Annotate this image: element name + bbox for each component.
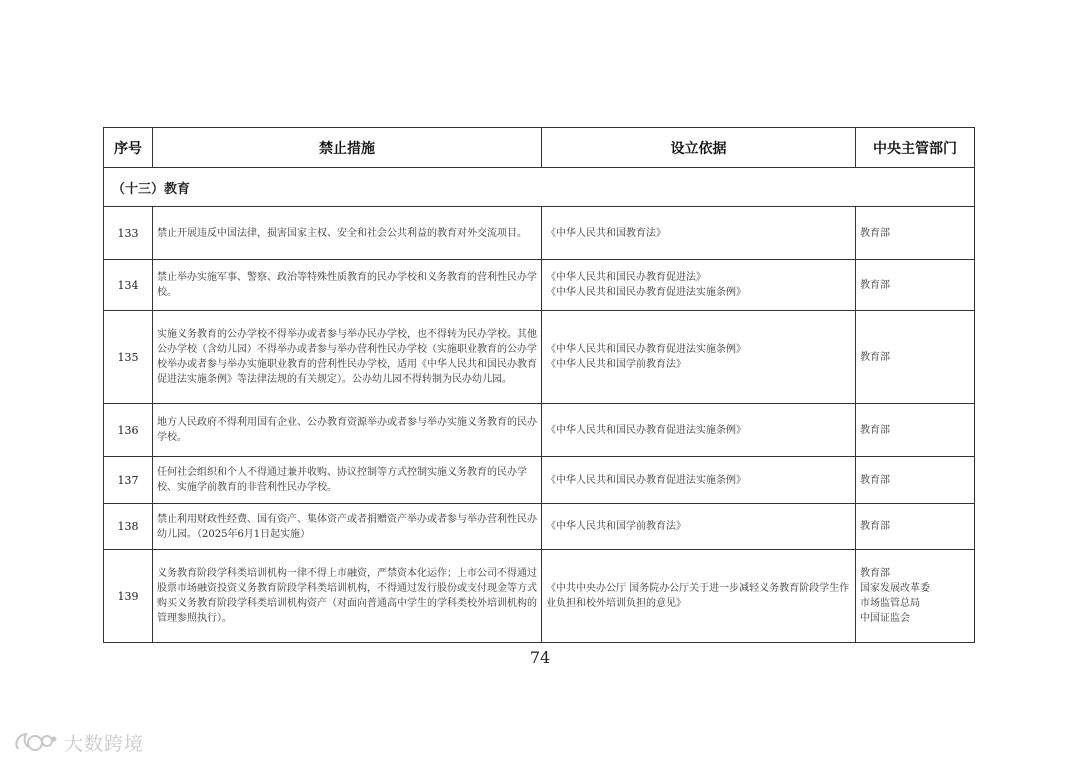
row-measure: 任何社会组织和个人不得通过兼并收购、协议控制等方式控制实施义务教育的民办学校、实施学前教育的非营利性民办学校。	[153, 457, 542, 504]
row-measure: 实施义务教育的公办学校不得举办或者参与举办民办学校，也不得转为民办学校。其他公办学校（含幼儿园）不得举办或者参与举办营利性民办学校（实施职业教育的公办学校举办或者参与举办实施职业教育的营利性民办学校，适用《中华人民共和国民办教育促进法实施条例》等法律法规的有关规定）。公办幼儿园不得转制为民办幼儿园。	[153, 311, 542, 404]
row-measure: 地方人民政府不得利用国有企业、公办教育资源举办或者参与举办实施义务教育的民办学校。	[153, 404, 542, 457]
row-basis: 《中华人民共和国民办教育促进法实施条例》	[542, 404, 856, 457]
row-basis: 《中华人民共和国民办教育促进法》 《中华人民共和国民办教育促进法实施条例》	[542, 260, 856, 311]
row-basis: 《中华人民共和国民办教育促进法实施条例》	[542, 457, 856, 504]
table-row	[104, 260, 975, 311]
header-dept: 中央主管部门	[856, 128, 975, 168]
row-basis: 《中华人民共和国学前教育法》	[542, 504, 856, 550]
row-dept: 教育部	[856, 504, 975, 550]
row-number: 137	[104, 457, 153, 504]
watermark	[12, 728, 144, 756]
row-number: 135	[104, 311, 153, 404]
section-row	[104, 168, 975, 207]
row-number: 138	[104, 504, 153, 550]
row-measure: 禁止举办实施军事、警察、政治等特殊性质教育的民办学校和义务教育的营利性民办学校。	[153, 260, 542, 311]
table-row	[104, 550, 975, 643]
table-row	[104, 457, 975, 504]
row-basis: 《中华人民共和国教育法》	[542, 207, 856, 260]
header-no: 序号	[104, 128, 153, 168]
row-dept: 教育部	[856, 311, 975, 404]
row-number: 136	[104, 404, 153, 457]
row-measure: 义务教育阶段学科类培训机构一律不得上市融资，严禁资本化运作；上市公司不得通过股票市场融资投资义务教育阶段学科类培训机构，不得通过发行股份或支付现金等方式购买义务教育阶段学科类培训机构资产（对面向普通高中学生的学科类校外培训机构的管理参照执行）。	[153, 550, 542, 643]
row-dept: 教育部	[856, 207, 975, 260]
prohibition-table	[103, 127, 975, 643]
row-basis: 《中华人民共和国民办教育促进法实施条例》 《中华人民共和国学前教育法》	[542, 311, 856, 404]
table-row	[104, 504, 975, 550]
weibo-style-logo-icon	[12, 729, 58, 755]
page-number: 74	[529, 648, 551, 667]
table-header-row	[104, 128, 975, 168]
row-dept: 教育部 国家发展改革委 市场监管总局 中国证监会	[856, 550, 975, 643]
row-dept: 教育部	[856, 457, 975, 504]
row-number: 133	[104, 207, 153, 260]
table-row	[104, 311, 975, 404]
section-title: （十三）教育	[104, 168, 975, 207]
table-row	[104, 207, 975, 260]
row-number: 139	[104, 550, 153, 643]
row-basis: 《中共中央办公厅 国务院办公厅关于进一步减轻义务教育阶段学生作业负担和校外培训负担的意见》	[542, 550, 856, 643]
table-row	[104, 404, 975, 457]
watermark-text: 大数跨境	[64, 732, 145, 755]
header-basis: 设立依据	[542, 128, 856, 168]
row-measure: 禁止开展违反中国法律，损害国家主权、安全和社会公共利益的教育对外交流项目。	[153, 207, 542, 260]
row-dept: 教育部	[856, 260, 975, 311]
header-measure: 禁止措施	[153, 128, 542, 168]
row-dept: 教育部	[856, 404, 975, 457]
row-number: 134	[104, 260, 153, 311]
row-measure: 禁止利用财政性经费、国有资产、集体资产或者捐赠资产举办或者参与举办营利性民办幼儿园。（2025年6月1日起实施）	[153, 504, 542, 550]
